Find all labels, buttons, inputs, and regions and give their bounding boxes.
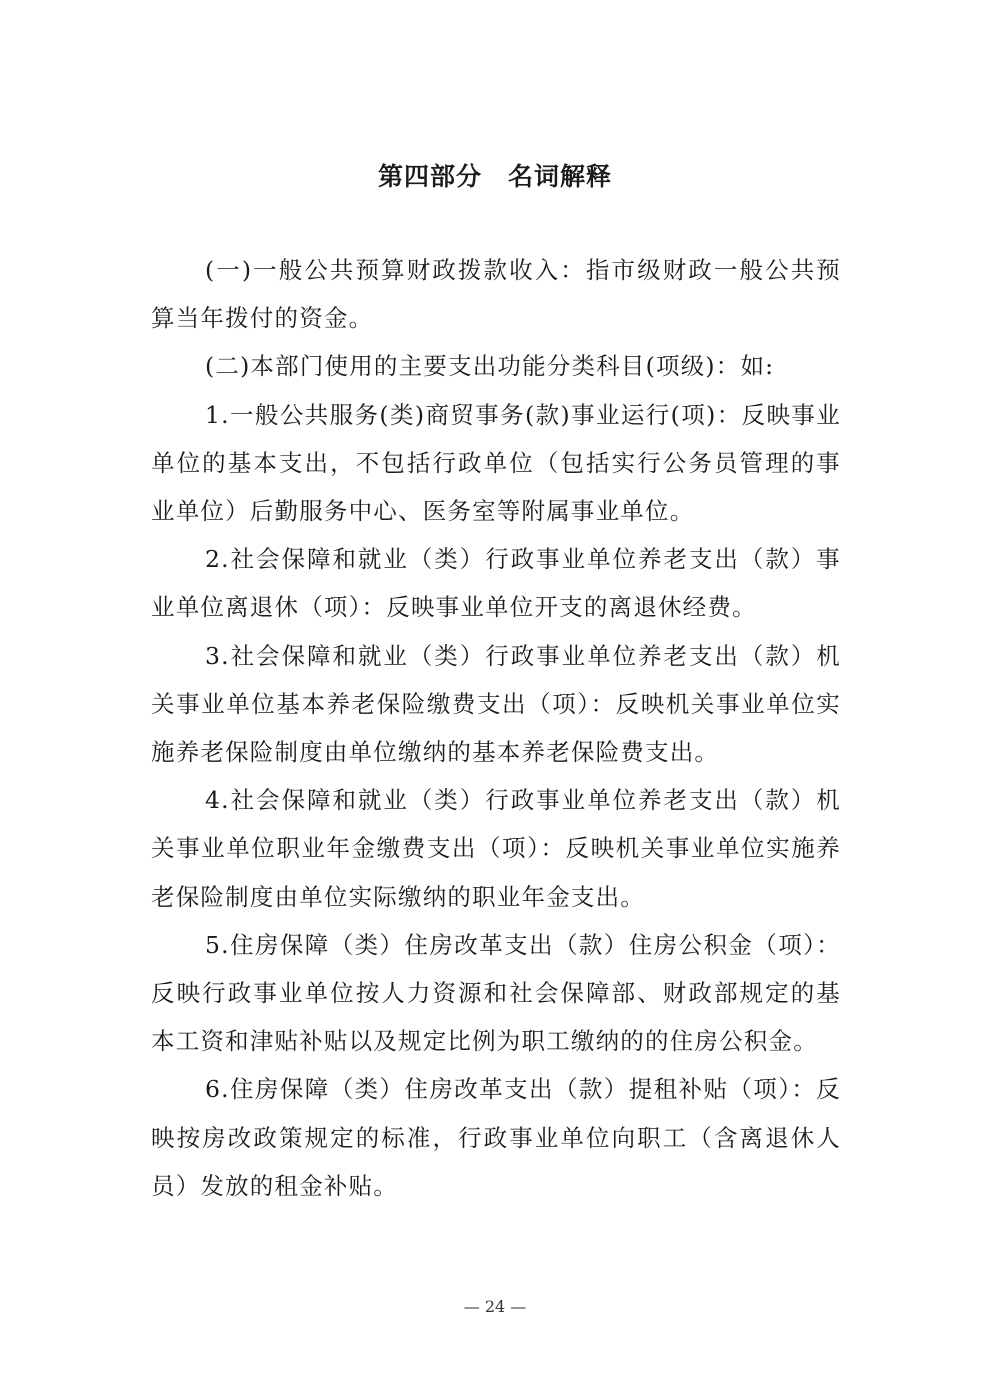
section-title: 第四部分 名词解释: [377, 162, 612, 191]
paragraph-expenditure-categories-intro: (二)本部门使用的主要支出功能分类科目(项级)：如:: [205, 352, 775, 381]
paragraph-item-6: 6.住房保障（类）住房改革支出（款）提租补贴（项）：反映按房改政策规定的标准，行政事业单位向职工（含离退休人员）发放的租金补贴。: [151, 1075, 841, 1200]
paragraph-item-4: 4.社会保障和就业（类）行政事业单位养老支出（款）机关事业单位职业年金缴费支出（项）：反映机关事业单位实施养老保险制度由单位实际缴纳的职业年金支出。: [151, 786, 841, 911]
paragraph-item-2: 2.社会保障和就业（类）行政事业单位养老支出（款）事业单位离退休（项）：反映事业单位开支的离退休经费。: [151, 545, 841, 622]
document-body: [151, 246, 841, 1210]
paragraph-item-5: 5.住房保障（类）住房改革支出（款）住房公积金（项）：反映行政事业单位按人力资源和社会保障部、财政部规定的基本工资和津贴补贴以及规定比例为职工缴纳的的住房公积金。: [151, 930, 841, 1056]
page-number: — 24 —: [463, 1297, 527, 1316]
paragraph-item-1: 1.一般公共服务(类)商贸事务(款)事业运行(项)：反映事业单位的基本支出，不包括行政单位（包括实行公务员管理的事业单位）后勤服务中心、医务室等附属事业单位。: [151, 400, 841, 526]
paragraph-item-3: 3.社会保障和就业（类）行政事业单位养老支出（款）机关事业单位基本养老保险缴费支出（项）：反映机关事业单位实施养老保险制度由单位缴纳的基本养老保险费支出。: [151, 641, 841, 767]
paragraph-general-budget-income: (一)一般公共预算财政拨款收入：指市级财政一般公共预算当年拨付的资金。: [151, 256, 841, 333]
